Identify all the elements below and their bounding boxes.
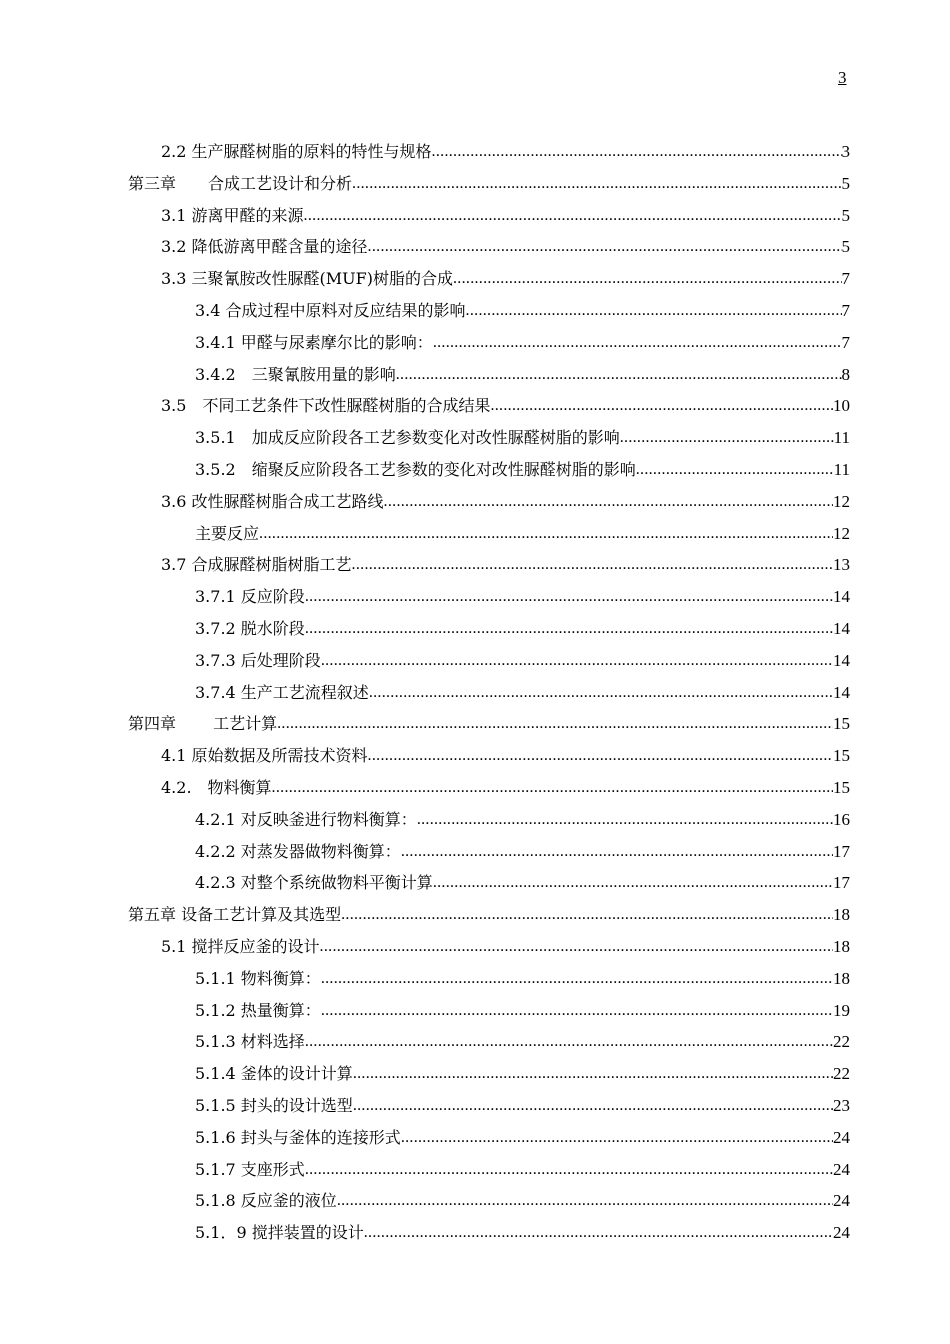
toc-entry-title: 4.2. 物料衡算 — [161, 778, 272, 797]
toc-entry-page: 14 — [833, 587, 850, 606]
toc-entry-page: 18 — [833, 969, 850, 988]
toc-entry-title: 5.1 搅拌反应釜的设计 — [161, 937, 320, 956]
toc-dot-leader — [353, 1095, 833, 1117]
toc-dot-leader — [453, 268, 842, 290]
toc-entry-page: 17 — [833, 873, 850, 892]
toc-entry-title: 3.7.2 脱水阶段 — [195, 619, 305, 638]
toc-entry-page: 14 — [833, 619, 850, 638]
toc-entry-title: 3.7.3 后处理阶段 — [195, 651, 321, 670]
toc-entry-page: 18 — [833, 905, 850, 924]
toc-entry-title: 第四章 工艺计算 — [128, 714, 278, 733]
toc-entry[interactable] — [195, 831, 850, 863]
toc-entry[interactable] — [128, 894, 850, 926]
toc-entry[interactable] — [195, 417, 850, 449]
toc-dot-leader — [341, 904, 833, 926]
toc-entry-title: 3.5.2 缩聚反应阶段各工艺参数的变化对改性脲醛树脂的影响 — [195, 460, 636, 479]
toc-entry-page: 19 — [833, 1001, 850, 1020]
toc-dot-leader — [490, 395, 833, 417]
toc-entry[interactable] — [195, 1021, 850, 1053]
toc-entry-page: 3 — [841, 142, 850, 161]
toc-entry-page: 18 — [833, 937, 850, 956]
toc-dot-leader — [321, 968, 833, 990]
toc-dot-leader — [369, 682, 833, 704]
toc-entry-title: 5.1.8 反应釜的液位 — [195, 1191, 337, 1210]
toc-entry-title: 3.5.1 加成反应阶段各工艺参数变化对改性脲醛树脂的影响 — [195, 428, 620, 447]
toc-entry[interactable] — [195, 862, 850, 894]
toc-entry[interactable] — [195, 958, 850, 990]
toc-entry-page: 15 — [833, 746, 850, 765]
toc-dot-leader — [259, 523, 833, 545]
toc-entry[interactable] — [195, 322, 850, 354]
toc-entry[interactable] — [195, 799, 850, 831]
toc-entry-title: 3.4.1 甲醛与尿素摩尔比的影响： — [195, 333, 433, 352]
toc-entry[interactable] — [161, 735, 850, 767]
toc-entry[interactable] — [195, 1180, 850, 1212]
toc-entry-title: 3.6 改性脲醛树脂合成工艺路线 — [161, 492, 384, 511]
toc-dot-leader — [364, 1222, 833, 1244]
toc-dot-leader — [636, 459, 834, 481]
toc-entry[interactable] — [195, 449, 850, 481]
toc-entry-page: 13 — [833, 555, 850, 574]
toc-entry-page: 5 — [841, 206, 850, 225]
toc-entry-title: 5.1.5 封头的设计选型 — [195, 1096, 353, 1115]
toc-entry-page: 24 — [833, 1191, 850, 1210]
toc-entry-page: 5 — [841, 174, 850, 193]
toc-entry-title: 主要反应 — [195, 524, 260, 543]
toc-entry-page: 14 — [833, 651, 850, 670]
toc-entry[interactable] — [161, 926, 850, 958]
toc-entry-page: 16 — [833, 810, 850, 829]
toc-entry-title: 5.1.3 材料选择 — [195, 1032, 305, 1051]
toc-dot-leader — [433, 332, 842, 354]
toc-dot-leader — [466, 300, 842, 322]
toc-entry-title: 4.2.2 对蒸发器做物料衡算： — [195, 842, 401, 861]
toc-entry-page: 22 — [833, 1064, 850, 1083]
toc-entry-title: 3.1 游离甲醛的来源 — [161, 206, 304, 225]
toc-dot-leader — [321, 650, 833, 672]
toc-entry-title: 3.7.4 生产工艺流程叙述 — [195, 683, 369, 702]
toc-entry[interactable] — [195, 990, 850, 1022]
toc-dot-leader — [321, 1000, 833, 1022]
toc-entry[interactable] — [161, 767, 850, 799]
toc-dot-leader — [305, 1159, 833, 1181]
toc-entry-title: 4.2.3 对整个系统做物料平衡计算 — [195, 873, 433, 892]
toc-entry-title: 3.4 合成过程中原料对反应结果的影响 — [195, 301, 466, 320]
toc-entry-title: 3.4.2 三聚氰胺用量的影响 — [195, 365, 396, 384]
toc-entry-title: 4.1 原始数据及所需技术资料 — [161, 746, 368, 765]
toc-entry-title: 5.1.4 釜体的设计计算 — [195, 1064, 353, 1083]
toc-entry-title: 3.7 合成脲醛树脂树脂工艺 — [161, 555, 352, 574]
toc-entry-page: 23 — [833, 1096, 850, 1115]
toc-entry[interactable] — [161, 195, 850, 227]
toc-dot-leader — [368, 236, 842, 258]
toc-dot-leader — [304, 205, 842, 227]
toc-entry[interactable] — [195, 576, 850, 608]
toc-entry[interactable] — [128, 163, 850, 195]
toc-entry-title: 5.1.1 物料衡算： — [195, 969, 321, 988]
toc-entry-page: 24 — [833, 1128, 850, 1147]
toc-entry-title: 5.1.7 支座形式 — [195, 1160, 305, 1179]
toc-dot-leader — [432, 141, 842, 163]
page-number: 3 — [838, 68, 847, 87]
toc-dot-leader — [352, 173, 841, 195]
toc-entry[interactable] — [161, 385, 850, 417]
toc-dot-leader — [401, 1127, 833, 1149]
toc-entry-page: 5 — [841, 237, 850, 256]
toc-entry-page: 22 — [833, 1032, 850, 1051]
toc-entry-page: 12 — [833, 524, 850, 543]
toc-entry[interactable] — [195, 513, 850, 545]
toc-entry-title: 第三章 合成工艺设计和分析 — [128, 174, 353, 193]
toc-entry-page: 7 — [841, 301, 850, 320]
toc-dot-leader — [384, 491, 833, 513]
toc-entry[interactable] — [195, 640, 850, 672]
toc-entry-page: 24 — [833, 1160, 850, 1179]
toc-dot-leader — [353, 1063, 833, 1085]
toc-entry-page: 12 — [833, 492, 850, 511]
toc-dot-leader — [368, 745, 833, 767]
toc-entry-title: 3.5 不同工艺条件下改性脲醛树脂的合成结果 — [161, 396, 491, 415]
toc-entry-title: 5.1．9 搅拌装置的设计 — [195, 1223, 364, 1242]
toc-entry[interactable] — [195, 354, 850, 386]
toc-dot-leader — [305, 586, 833, 608]
toc-entry-page: 14 — [833, 683, 850, 702]
toc-entry-page: 8 — [841, 365, 850, 384]
toc-entry-page: 11 — [833, 460, 850, 479]
toc-entry[interactable] — [195, 1053, 850, 1085]
toc-entry[interactable] — [161, 544, 850, 576]
toc-dot-leader — [417, 809, 833, 831]
toc-entry-page: 10 — [833, 396, 850, 415]
toc-dot-leader — [433, 872, 833, 894]
toc-entry[interactable] — [195, 1212, 850, 1244]
toc-entry-page: 7 — [841, 333, 850, 352]
toc-entry-title: 2.2 生产脲醛树脂的原料的特性与规格 — [161, 142, 432, 161]
toc-entry-title: 5.1.2 热量衡算： — [195, 1001, 321, 1020]
toc-entry-page: 15 — [833, 778, 850, 797]
toc-dot-leader — [337, 1190, 833, 1212]
toc-dot-leader — [620, 427, 834, 449]
toc-entry[interactable] — [195, 290, 850, 322]
toc-entry-title: 5.1.6 封头与釜体的连接形式 — [195, 1128, 401, 1147]
toc-entry[interactable] — [195, 1117, 850, 1149]
toc-entry[interactable] — [161, 131, 850, 163]
toc-dot-leader — [305, 618, 833, 640]
toc-entry[interactable] — [195, 1085, 850, 1117]
toc-dot-leader — [305, 1031, 833, 1053]
toc-entry-page: 7 — [841, 269, 850, 288]
toc-entry-page: 11 — [833, 428, 850, 447]
toc-entry-title: 4.2.1 对反映釜进行物料衡算： — [195, 810, 417, 829]
toc-entry-page: 24 — [833, 1223, 850, 1242]
toc-entry[interactable] — [161, 481, 850, 513]
toc-entry-title: 3.2 降低游离甲醛含量的途径 — [161, 237, 368, 256]
toc-entry[interactable] — [195, 1149, 850, 1181]
toc-dot-leader — [352, 554, 833, 576]
toc-entry-page: 17 — [833, 842, 850, 861]
toc-dot-leader — [396, 364, 842, 386]
toc-dot-leader — [277, 713, 833, 735]
toc-entry[interactable] — [195, 608, 850, 640]
toc-entry[interactable] — [161, 226, 850, 258]
toc-dot-leader — [272, 777, 833, 799]
toc-entry-title: 第五章 设备工艺计算及其选型 — [128, 905, 342, 924]
toc-dot-leader — [401, 841, 833, 863]
toc-dot-leader — [320, 936, 833, 958]
toc-entry-title: 3.3 三聚氰胺改性脲醛(MUF)树脂的合成 — [161, 269, 453, 288]
toc-entry-page: 15 — [833, 714, 850, 733]
toc-entry-title: 3.7.1 反应阶段 — [195, 587, 305, 606]
toc-entry[interactable] — [128, 703, 850, 735]
toc-entry[interactable] — [161, 258, 850, 290]
toc-entry[interactable] — [195, 672, 850, 704]
